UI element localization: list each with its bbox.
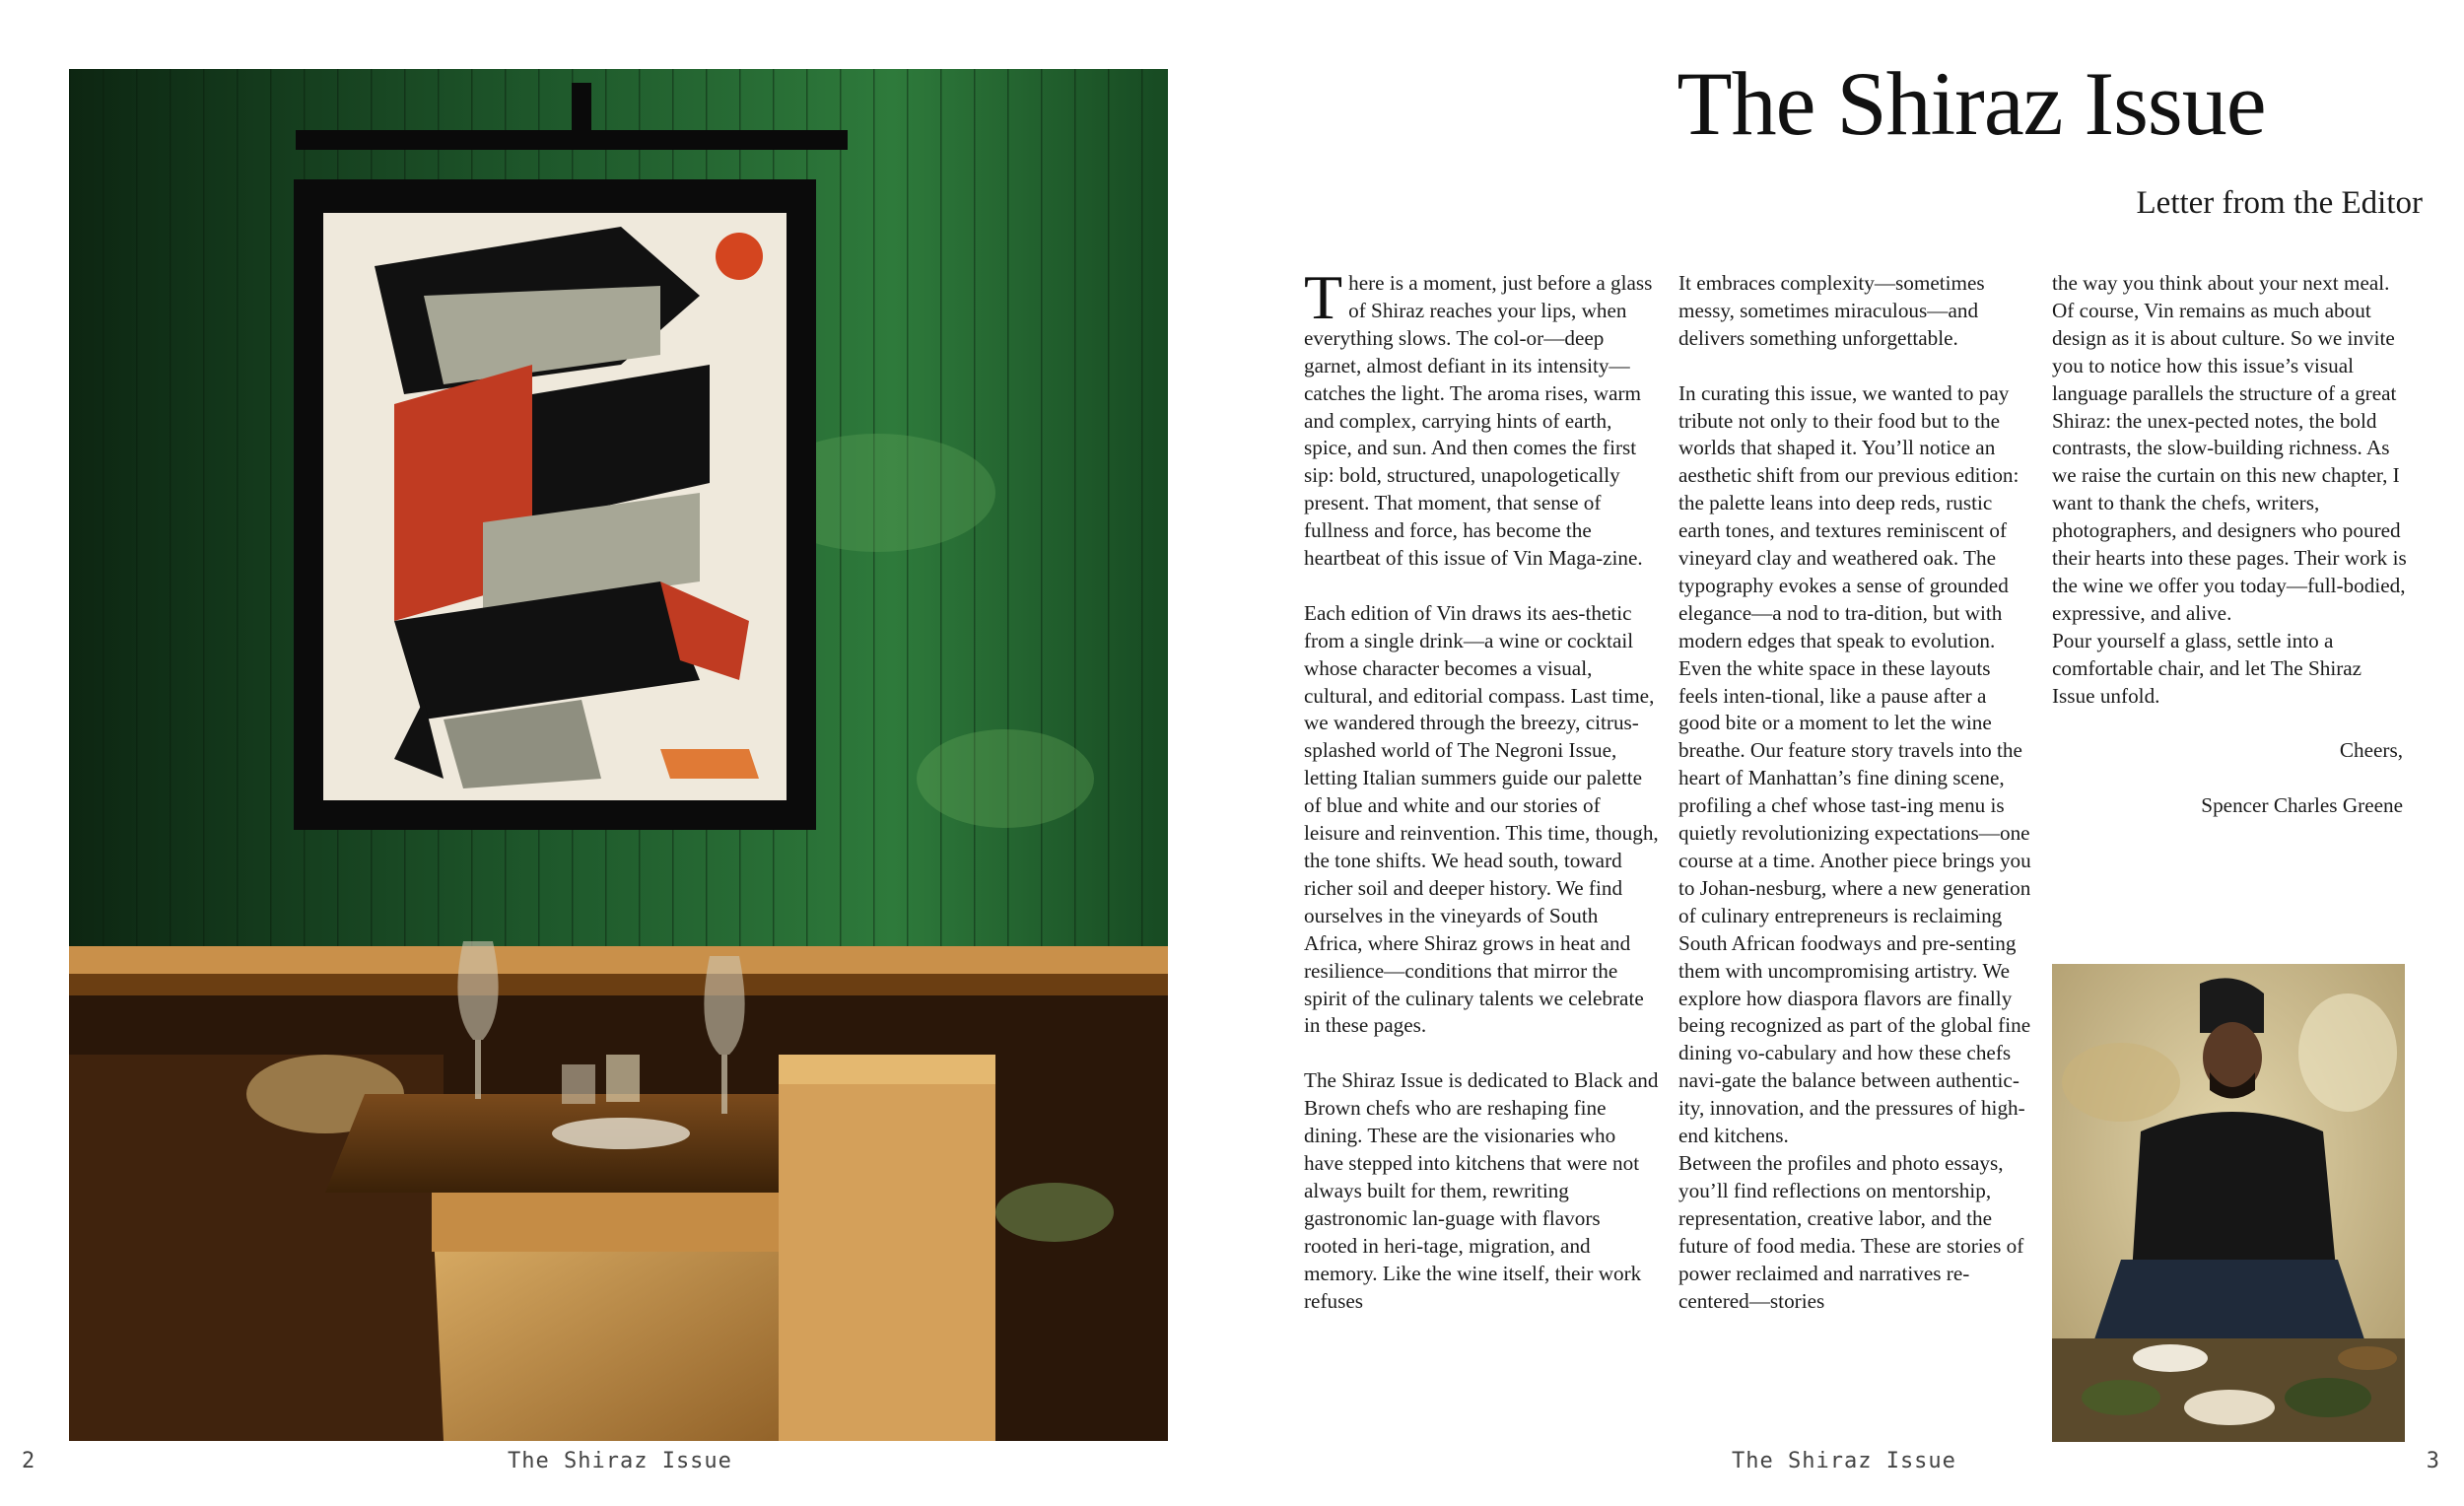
restaurant-interior-illustration [69,69,1168,1441]
paragraph-text: here is a moment, just before a glass of Shiraz reaches your lips, when everything slows. The col-or—deep garnet, almost defiant in its intensity—catches the light. The aroma rises, warm and complex, carrying hints of earth, spice, and sun. And then comes the first sip: bold, structured, unapologetically present. That moment, that sense of fullness and force, has become the heartbeat of this issue of Vin Maga-zine. [1304,271,1653,571]
chef-portrait-illustration [2052,964,2405,1442]
page-number-right: 3 [2426,1449,2440,1473]
section-title: Letter from the Editor [2136,185,2423,221]
restaurant-interior-photo [69,69,1168,1441]
letter-paragraph: The Shiraz Issue is dedicated to Black and Brown chefs who are reshaping fine dining. These are the visionaries who have stepped into kitchens that were not always built for them, rewriting gastronomic lan-guage with flavors rooted in heri-tage, migration, and memory. Like the wine itself, their work refuses [1304,1068,1659,1313]
letter-paragraph [1304,262,1659,573]
letter-paragraph: Between the profiles and photo essays, you’ll find reflections on mentorship, representation, creative labor, and the future of food media. These are stories of power reclaimed and narratives re-centered—stories [1678,1150,2024,1313]
letter-paragraph: the way you think about your next meal. [2052,271,2390,295]
chef-portrait-photo [2052,964,2405,1442]
running-title-left: The Shiraz Issue [508,1449,732,1473]
editor-signature: Spencer Charles Greene [2201,793,2403,818]
letter-column-3 [2052,270,2407,820]
drop-cap: T [1304,262,1343,332]
letter-paragraph: It embraces complexity—sometimes messy, sometimes miraculous—and delivers something unforgettable. [1678,271,1985,350]
running-title-right: The Shiraz Issue [1732,1449,1956,1473]
issue-title: The Shiraz Issue [1677,53,2266,154]
letter-paragraph: Of course, Vin remains as much about design as it is about culture. So we invite you to notice how this issue’s visual language parallels the structure of a great Shiraz: the unex-pected notes, the bold contrasts, the slow-building richness. As we raise the curtain on this new chapter, I want to thank the chefs, writers, photographers, and designers who poured their hearts into these pages. Their work is the wine we offer you today—full-bodied, expressive, and alive. [2052,298,2407,625]
letter-paragraph: In curating this issue, we wanted to pay tribute not only to their food but to the worlds that shaped it. You’ll notice an aesthetic shift from our previous edition: the palette leans into deep reds, rustic earth tones, and textures reminiscent of vineyard clay and weathered oak. The typography evokes a sense of grounded elegance—a nod to tra-dition, but with modern edges that speak to evolution. Even the white space in these layouts feels inten-tional, like a pause after a good bite or a moment to let the wine breathe. Our feature story travels into the heart of Manhattan’s fine dining scene, profiling a chef whose tast-ing menu is quietly revolutionizing expectations—one course at a time. Another piece brings you to Johan-nesburg, where a new generation of culinary entrepreneurs is reclaiming South African foodways and pre-senting them with uncompromising artistry. We explore how diaspora flavors are finally being recognized as part of the global fine dining vo-cabulary and how these chefs navi-gate the balance between authentic-ity, innovation, and the pressures of high-end kitchens. [1678,380,2031,1148]
signoff: Cheers, [2339,738,2403,763]
letter-column-2 [1678,270,2033,1315]
letter-column-1 [1304,262,1659,1315]
letter-paragraph: Each edition of Vin draws its aes-thetic from a single drink—a wine or cocktail whose character becomes a visual, cultural, and editorial compass. Last time, we wandered through the breezy, citrus-splashed world of The Negroni Issue, letting Italian summers guide our palette of blue and white and our stories of leisure and reinvention. This time, though, the tone shifts. We head south, toward richer soil and deeper history. We find ourselves in the vineyards of South Africa, where Shiraz grows in heat and resilience—conditions that mirror the spirit of the culinary talents we celebrate in these pages. [1304,600,1659,1038]
page-number-left: 2 [22,1449,36,1473]
letter-paragraph: Pour yourself a glass, settle into a comfortable chair, and let The Shiraz Issue unfold. [2052,628,2362,708]
